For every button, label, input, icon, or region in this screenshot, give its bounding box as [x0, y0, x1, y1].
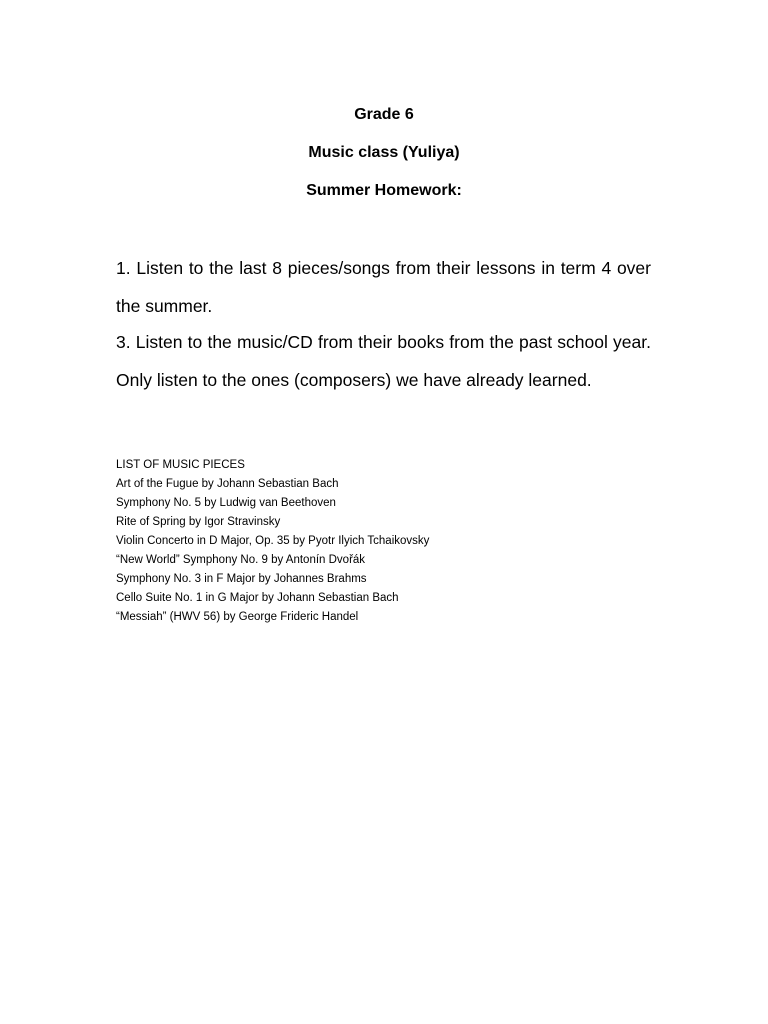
instruction-3: 3. Listen to the music/CD from their books from the past school year. Only listen to the ones (composers) we have already learned. — [116, 332, 651, 390]
music-list-title: LIST OF MUSIC PIECES — [116, 459, 245, 471]
list-item: Symphony No. 5 by Ludwig van Beethoven — [116, 497, 336, 509]
class-heading: Music class (Yuliya) — [308, 144, 460, 161]
list-item: “Messiah” (HWV 56) by George Frideric Handel — [116, 611, 359, 623]
list-item: Symphony No. 3 in F Major by Johannes Brahms — [116, 573, 367, 585]
list-item: Art of the Fugue by Johann Sebastian Bach — [116, 478, 339, 490]
grade-heading: Grade 6 — [354, 106, 414, 123]
music-list — [116, 456, 676, 627]
assignment-heading: Summer Homework: — [306, 182, 462, 199]
list-item: “New World” Symphony No. 9 by Antonín Dvořák — [116, 554, 366, 566]
list-item: Violin Concerto in D Major, Op. 35 by Pyotr Ilyich Tchaikovsky — [116, 535, 430, 547]
list-item: Cello Suite No. 1 in G Major by Johann Sebastian Bach — [116, 592, 399, 604]
list-item: Rite of Spring by Igor Stravinsky — [116, 516, 281, 528]
instruction-1: 1. Listen to the last 8 pieces/songs from their lessons in term 4 over the summer. — [116, 258, 651, 316]
